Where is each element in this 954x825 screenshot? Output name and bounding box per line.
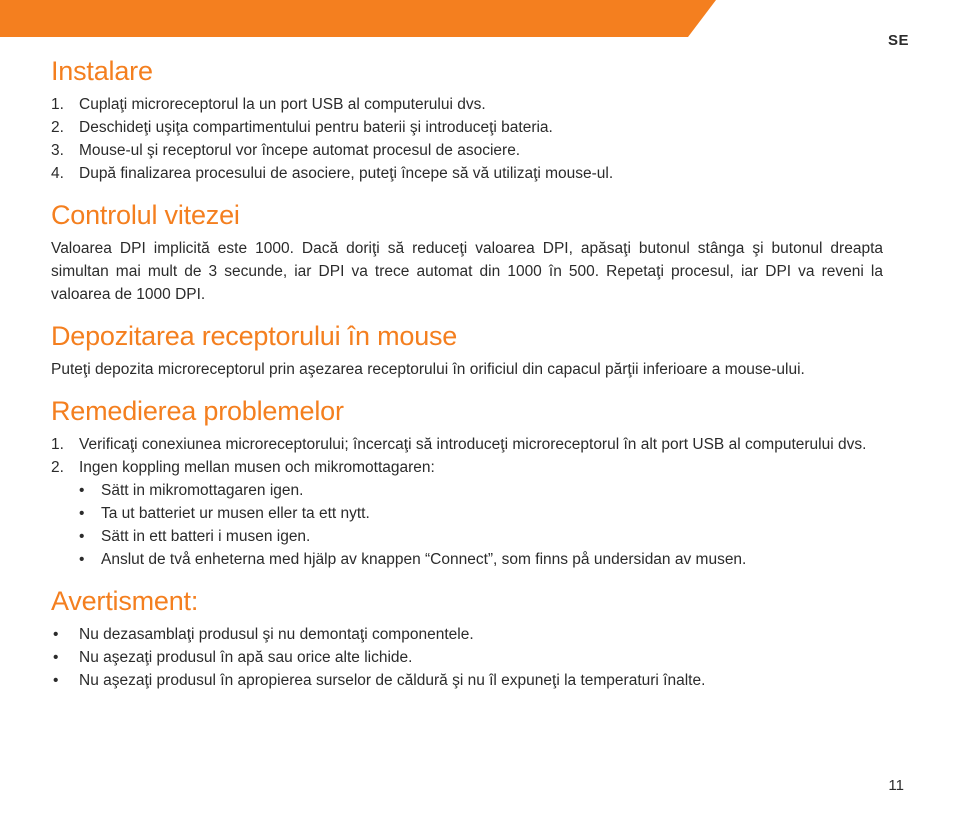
list-item-text: Anslut de två enheterna med hjälp av knappen “Connect”, som finns på undersidan av musen. — [101, 551, 747, 568]
bullet-marker: • — [79, 482, 85, 499]
list-item-text: Mouse-ul şi receptorul vor începe automat procesul de asociere. — [79, 142, 521, 159]
header-accent-bar — [0, 0, 954, 37]
list-item — [51, 669, 883, 692]
heading-depozitarea: Depozitarea receptorului în mouse — [51, 321, 458, 351]
list-item — [51, 456, 883, 571]
heading-controlul-vitezei: Controlul vitezei — [51, 200, 240, 230]
page-content — [51, 55, 883, 692]
list-marker: 4. — [51, 165, 64, 182]
bullet-marker: • — [53, 672, 59, 689]
list-item — [79, 502, 883, 525]
avertisment-list — [51, 623, 883, 692]
list-item-text: Ta ut batteriet ur musen eller ta ett nytt. — [101, 505, 370, 522]
list-marker: 3. — [51, 142, 64, 159]
list-marker: 2. — [51, 459, 64, 476]
remedierea-sub-list — [79, 479, 883, 571]
bullet-marker: • — [53, 626, 59, 643]
list-item-text: După finalizarea procesului de asociere, puteţi începe să vă utilizaţi mouse-ul. — [79, 165, 614, 182]
list-item — [51, 162, 883, 185]
depozitarea-paragraph: Puteţi depozita microreceptorul prin aşezarea receptorului în orificiul din capacul părţii inferioare a mouse-ului. — [51, 361, 805, 378]
section-avertisment — [51, 585, 883, 692]
list-item-text: Cuplaţi microreceptorul la un port USB al computerului dvs. — [79, 96, 486, 113]
list-item-text: Nu dezasamblaţi produsul şi nu demontaţi componentele. — [79, 626, 474, 643]
heading-avertisment: Avertisment: — [51, 586, 199, 616]
list-item — [51, 433, 883, 456]
list-item-text: Ingen koppling mellan musen och mikromottagaren: — [79, 459, 435, 476]
list-item-text: Nu aşezaţi produsul în apă sau orice alte lichide. — [79, 649, 413, 666]
remedierea-steps-list — [51, 433, 883, 571]
list-item — [51, 139, 883, 162]
section-instalare — [51, 55, 883, 185]
list-item — [51, 623, 883, 646]
list-item-text: Nu aşezaţi produsul în apropierea surselor de căldură şi nu îl expuneţi la temperaturi înalte. — [79, 672, 706, 689]
list-item — [79, 525, 883, 548]
section-depozitarea — [51, 320, 883, 381]
header-accent-shape — [0, 0, 954, 37]
language-code-label: SE — [887, 32, 909, 49]
bullet-marker: • — [79, 505, 85, 522]
list-item — [79, 548, 883, 571]
controlul-vitezei-paragraph: Valoarea DPI implicită este 1000. Dacă doriţi să reduceţi valoarea DPI, apăsaţi butonul stânga şi butonul dreapta simultan mai mult de 3 secunde, iar DPI va trece automat din 1000 în 500. Repetaţi procesul, iar DPI va reveni la valoarea de 1000 DPI. — [51, 240, 883, 303]
bullet-marker: • — [79, 551, 85, 568]
section-controlul-vitezei — [51, 199, 883, 306]
list-item-text: Deschideţi uşiţa compartimentului pentru baterii şi introduceţi bateria. — [79, 119, 553, 136]
list-item — [51, 93, 883, 116]
list-item — [51, 116, 883, 139]
list-marker: 2. — [51, 119, 64, 136]
list-item-text: Verificaţi conexiunea microreceptorului; încercaţi să introduceţi microreceptorul în alt port USB al computerului dvs. — [79, 436, 867, 453]
list-marker: 1. — [51, 436, 64, 453]
list-item — [79, 479, 883, 502]
list-item-text: Sätt in ett batteri i musen igen. — [101, 528, 311, 545]
list-item-text: Sätt in mikromottagaren igen. — [101, 482, 304, 499]
page-number: 11 — [888, 777, 904, 794]
bullet-marker: • — [53, 649, 59, 666]
heading-remedierea: Remedierea problemelor — [51, 396, 344, 426]
instalare-steps-list — [51, 93, 883, 185]
heading-instalare: Instalare — [51, 56, 153, 86]
list-marker: 1. — [51, 96, 64, 113]
list-item — [51, 646, 883, 669]
section-remedierea — [51, 395, 883, 571]
bullet-marker: • — [79, 528, 85, 545]
